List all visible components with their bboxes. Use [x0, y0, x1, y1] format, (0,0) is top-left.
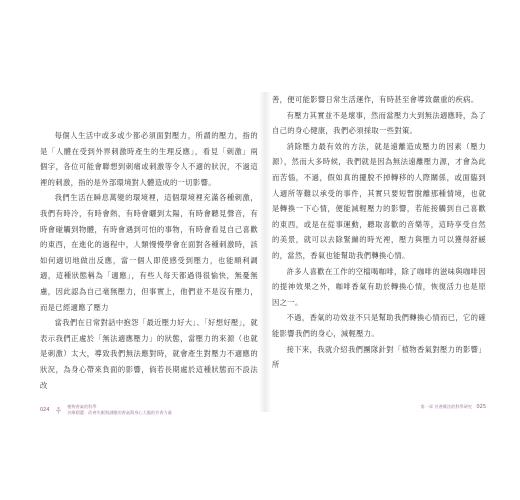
left-page-body — [40, 128, 258, 393]
book-gutter — [259, 92, 271, 412]
paragraph: 有壓力其實並不是壞事，然而當壓力大到無法適應時，為了自己的身心健康，我們必須採取一些對策。 — [272, 110, 486, 136]
chapter-label: 第一章 — [420, 404, 434, 409]
page-number-left: 024 — [40, 407, 50, 413]
left-page — [40, 92, 258, 402]
paragraph: 每個人生活中或多或少都必須面對壓力，所謂的壓力，指的是「人體在受到外界刺激時產生的生理反應」，看見「刺激」兩個字，各位可能會聯想到刺痛或刺激等令人不適的狀況，不過這裡的刺激，指的是外部環境對人體造成的一切影響。 — [40, 131, 258, 187]
book-title: 植物香氣的科學 — [67, 404, 97, 409]
paragraph: 許多人喜歡在工作的空檔喝咖啡，除了咖啡的滋味與咖啡因的提神效果之外，咖啡香氣有助於轉換心情，恢復活力也是原因之一。 — [272, 266, 486, 307]
flower-icon — [54, 406, 63, 415]
paragraph: 我們生活在瞬息萬變的環境裡，這個環境裡充滿各種刺激，我們有時冷，有時會熱，有時會曬到太陽，有時會聽見聲音，有時會碰觸到物體，有時會遇到可怕的事物，有時會看見自己喜歡的東西，在進化的過程中，人類慢慢學會在面對各種刺激時，該如何適切地做出反應，當一個人即使感受到壓力，也能順利調適，這種狀態稱為「適應」，有些人每天都過得很愉快，無憂無慮，因此認為自己毫無壓力，但事實上，他們並不是沒有壓力，而是已經適應了壓力 — [40, 193, 258, 312]
left-footer — [40, 404, 172, 416]
right-page — [272, 92, 486, 402]
right-page-body — [272, 92, 486, 373]
book-subtitle: 芳療精選：改善失眠與減壓的香氣與身心大腦的芳香力量 — [67, 410, 172, 415]
chapter-name: 芳香療法的科學研究 — [434, 404, 473, 409]
page-number-right: 025 — [476, 404, 486, 410]
paragraph: 不過，香氣的功效並不只是幫助我們轉換心情而已，它的確能影響我們的身心，減輕壓力。 — [272, 313, 486, 338]
right-footer — [420, 404, 486, 410]
paragraph: 當我們在日常對話中抱怨「最近壓力好大」、「好想好壓」，就表示我們正處於「無法適應壓力」的狀態，當壓力的來源（也就是刺激）太大，導致我們無法應對時，就會產生對壓力不適應的狀況，為身心帶來負面的影響，倘若長期處於這種狀態而不設法改 — [40, 318, 258, 390]
paragraph: 消除壓力最有效的方法，就是遠離造成壓力的因素（壓力源），然而大多時候，我們就是因為無法遠離壓力源，才會為此而苦惱，不過，假如真的擺脫不掉轉移的人際關係，或面臨到人適所等難以承受的事件，其實只要短暫脫離那種情境，也就是轉換一下心情，便能減輕壓力的影響，若能接觸到自己喜歡的東西，或是在從事運動，聽取喜歡的音樂等，這時享受自然的美景，就可以去除緊繃的時光裡，壓力與壓力可以獲得舒緩的，當然，香氣也能幫助我們轉換心情。 — [272, 141, 486, 260]
book-info — [67, 404, 172, 416]
paragraph: 接下來，我就介紹我們團隊針對「植物香氣對壓力的影響」所 — [272, 344, 486, 370]
paragraph: 善，便可能影響日常生活運作，有時甚至會導致嚴重的疾病。 — [272, 95, 479, 104]
